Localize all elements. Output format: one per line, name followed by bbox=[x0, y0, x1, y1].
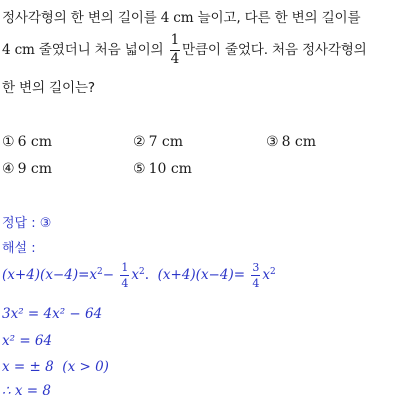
solution-label: 해설 : bbox=[2, 241, 36, 256]
solution-equation-4 bbox=[2, 359, 109, 375]
equation-condition: (x > 0) bbox=[62, 359, 109, 375]
choice-value: 8 cm bbox=[281, 134, 317, 150]
answer-value: ③ bbox=[39, 216, 52, 231]
exponent: 2 bbox=[139, 267, 145, 277]
solution-equation-3 bbox=[2, 333, 52, 349]
answer-label: 정답 : bbox=[2, 216, 40, 231]
choice-mark: ② bbox=[133, 134, 146, 150]
fraction-denominator: 4 bbox=[252, 277, 260, 290]
solution-equation-1 bbox=[2, 262, 276, 289]
solution-equation-2 bbox=[2, 306, 102, 322]
fraction-one-quarter bbox=[170, 34, 180, 66]
fraction-numerator: 1 bbox=[170, 34, 180, 51]
length-value: 4 cm bbox=[2, 42, 35, 59]
choice-mark: ③ bbox=[266, 134, 279, 150]
choice-mark: ④ bbox=[2, 161, 15, 177]
solution-label-line bbox=[2, 237, 36, 256]
choice-mark: ⑤ bbox=[133, 161, 146, 177]
equation-separator: . bbox=[144, 267, 150, 283]
question-line-2 bbox=[2, 34, 367, 66]
equation-text: x bbox=[262, 267, 270, 283]
fraction-numerator: 1 bbox=[121, 261, 129, 274]
choice-2[interactable] bbox=[133, 134, 183, 150]
choice-1[interactable] bbox=[2, 134, 52, 150]
equation-text: (x+4)(x−4)=x bbox=[2, 267, 98, 283]
fraction-three-quarters bbox=[251, 262, 260, 289]
question-text: 정사각형의 한 변의 길이를 bbox=[2, 10, 161, 26]
equation-text: (x+4)(x−4)= bbox=[157, 267, 246, 283]
choice-value: 10 cm bbox=[148, 161, 192, 177]
fraction-denominator: 4 bbox=[170, 50, 180, 67]
equation-operator: − bbox=[102, 267, 115, 283]
question-text: 줄였더니 처음 넓이의 bbox=[34, 42, 164, 59]
choice-4[interactable] bbox=[2, 161, 52, 177]
exponent: 2 bbox=[97, 267, 103, 277]
question-text: 만큼이 줄었다. 처음 정사각형의 bbox=[182, 42, 367, 59]
choice-value: 7 cm bbox=[148, 134, 184, 150]
choice-mark: ① bbox=[2, 134, 15, 150]
fraction-denominator: 4 bbox=[121, 277, 129, 290]
question-line-3 bbox=[2, 76, 95, 96]
answer-line bbox=[2, 212, 51, 231]
equation-text: x² = 64 bbox=[2, 333, 53, 349]
choice-3[interactable] bbox=[266, 134, 316, 150]
question-text: 늘이고, 다른 한 변의 길이를 bbox=[193, 10, 361, 26]
solution-equation-5 bbox=[2, 383, 51, 399]
equation-text: 3x² = 4x² − 64 bbox=[2, 306, 103, 322]
exponent: 2 bbox=[269, 267, 276, 277]
equation-text: x bbox=[131, 267, 139, 283]
equation-text: ∴ x = 8 bbox=[2, 383, 51, 399]
question-text: 한 변의 길이는? bbox=[2, 80, 95, 96]
choice-value: 6 cm bbox=[17, 134, 53, 150]
fraction-numerator: 3 bbox=[252, 261, 260, 274]
question-line-1 bbox=[2, 6, 360, 26]
equation-text: x = ± 8 bbox=[2, 359, 54, 375]
length-value: 4 cm bbox=[160, 10, 194, 26]
choice-value: 9 cm bbox=[17, 161, 53, 177]
choice-5[interactable] bbox=[133, 161, 192, 177]
fraction-one-quarter bbox=[120, 262, 129, 289]
